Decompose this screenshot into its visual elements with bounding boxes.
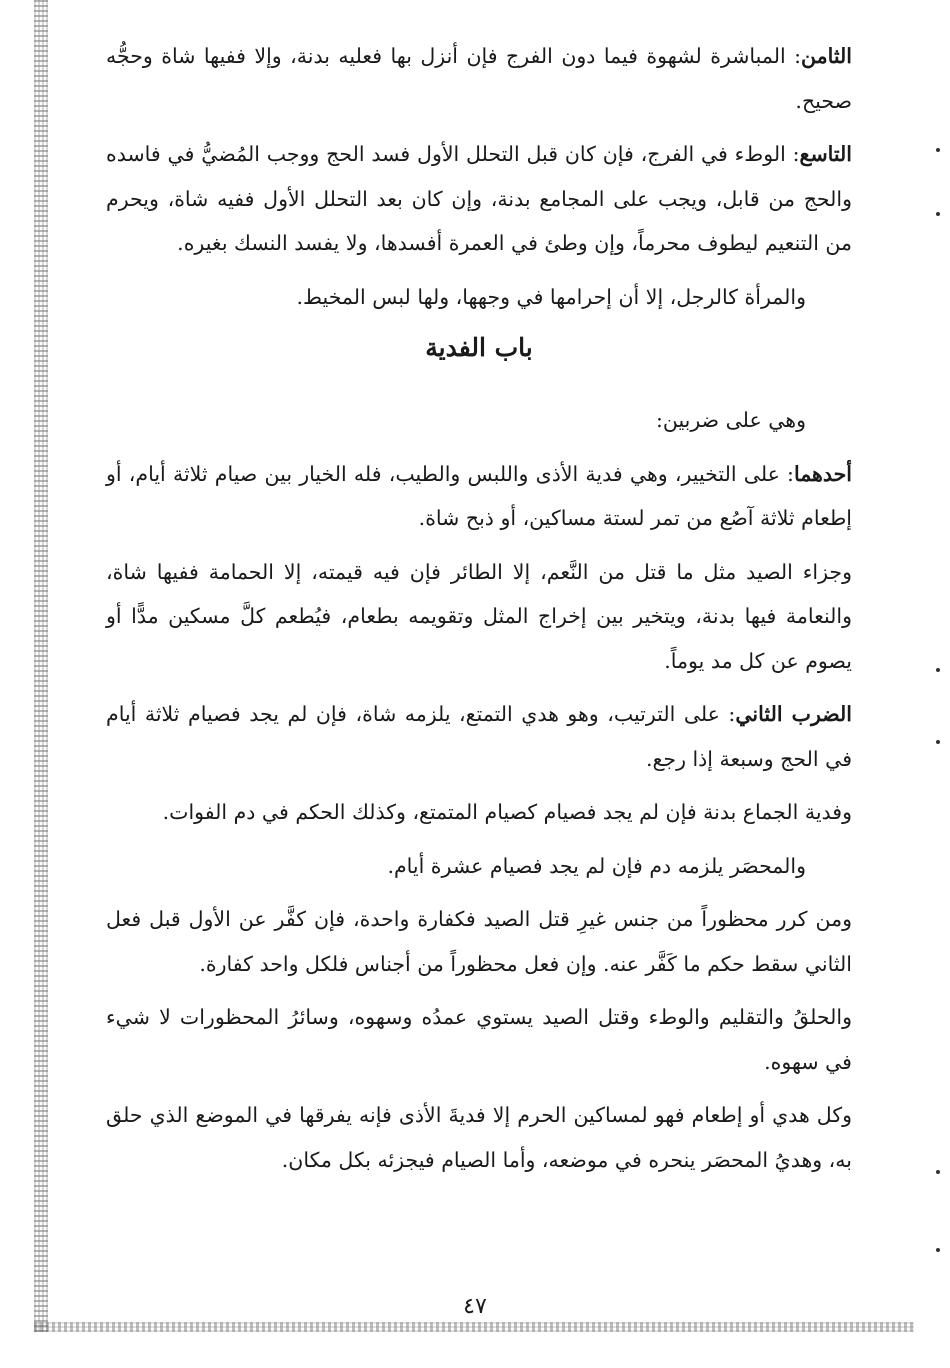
margin-mark xyxy=(936,668,940,672)
paragraph-text: والحلقُ والتقليم والوطء وقتل الصيد يستوي عمدُه وسهوه، وسائرُ المحظورات لا شيء في سهوه. xyxy=(106,1005,852,1074)
paragraph-text: وكل هدي أو إطعام فهو لمساكين الحرم إلا فديةَ الأذى فإنه يفرقها في الموضع الذي حلق به، وهديُ المحصَر ينحره في موضعه، وأما الصيام فيجزئه بكل مكان. xyxy=(106,1103,852,1172)
paragraph xyxy=(106,1093,852,1182)
margin-mark xyxy=(936,1170,940,1174)
page-border-bottom xyxy=(34,1322,914,1332)
paragraph-text: : على التخيير، وهي فدية الأذى واللبس والطيب، فله الخيار بين صيام ثلاثة أيام، أو إطعام ثلاثة آصُع من تمر لستة مساكين، أو ذبح شاة. xyxy=(106,461,852,530)
paragraph-text: : الوطء في الفرج، فإن كان قبل التحلل الأول فسد الحج ووجب المُضيُّ في فاسده والحج من قابل، ويجب على المجامع بدنة، وإن كان بعد التحلل الأول ففيه شاة، ويحرم من التنعيم ليطوف محرماً، وإن وطئ في العمرة أفسدها، ولا يفسد النسك بغيره. xyxy=(106,142,852,255)
paragraph-keyword: التاسع xyxy=(799,142,852,166)
paragraph xyxy=(106,692,852,781)
margin-mark xyxy=(936,1248,940,1252)
paragraph-text: والمرأة كالرجل، إلا أن إحرامها في وجهها، ولها لبس المخيط. xyxy=(296,284,806,309)
paragraph xyxy=(106,897,852,986)
paragraph xyxy=(106,790,852,835)
paragraph xyxy=(106,398,852,443)
paragraph xyxy=(106,132,852,266)
paragraph xyxy=(106,995,852,1084)
paragraph xyxy=(106,34,852,123)
page-number: ٤٧ xyxy=(463,1294,487,1319)
paragraph-keyword: أحدهما xyxy=(793,461,852,486)
section-heading: باب الفدية xyxy=(425,333,533,362)
margin-mark xyxy=(936,212,940,216)
paragraph-text: والمحصَر يلزمه دم فإن لم يجد فصيام عشرة أيام. xyxy=(387,853,806,878)
paragraph xyxy=(106,844,852,889)
paragraph-text: ومن كرر محظوراً من جنس غيرِ قتل الصيد فكفارة واحدة، فإن كفَّر عن الأول قبل فعل الثاني سقط حكم ما كَفَّر عنه. وإن فعل محظوراً من أجناس فلكل واحد كفارة. xyxy=(106,907,852,976)
paragraph-text: : على الترتيب، وهو هدي التمتع، يلزمه شاة، فإن لم يجد فصيام ثلاثة أيام في الحج وسبعة إذا رجع. xyxy=(106,702,852,771)
paragraph-text: : المباشرة لشهوة فيما دون الفرج فإن أنزل بها فعليه بدنة، وإلا ففيها شاة وحجُّه صحيح. xyxy=(106,44,852,113)
paragraph-text: وهي على ضربين: xyxy=(655,408,806,432)
margin-mark xyxy=(936,148,940,152)
paragraph-text: وفدية الجماع بدنة فإن لم يجد فصيام كصيام المتمتع، وكذلك الحكم في دم الفوات. xyxy=(162,800,852,824)
paragraph-keyword: الثامن xyxy=(801,44,852,68)
margin-mark xyxy=(936,740,940,744)
paragraph xyxy=(106,275,852,320)
paragraph-keyword: الضرب الثاني xyxy=(735,702,852,726)
paragraph xyxy=(106,550,852,684)
page-body xyxy=(106,34,852,1191)
paragraph-text: وجزاء الصيد مثل ما قتل من النَّعم، إلا الطائر فإن فيه قيمته، إلا الحمامة ففيها شاة، والنعامة فيها بدنة، ويتخير بين إخراج المثل وتقويمه بطعام، فيُطعم كلَّ مسكين مدًّا أو يصوم عن كل مد يوماً. xyxy=(106,559,852,673)
page-border-left xyxy=(34,0,48,1332)
paragraph xyxy=(106,452,852,541)
